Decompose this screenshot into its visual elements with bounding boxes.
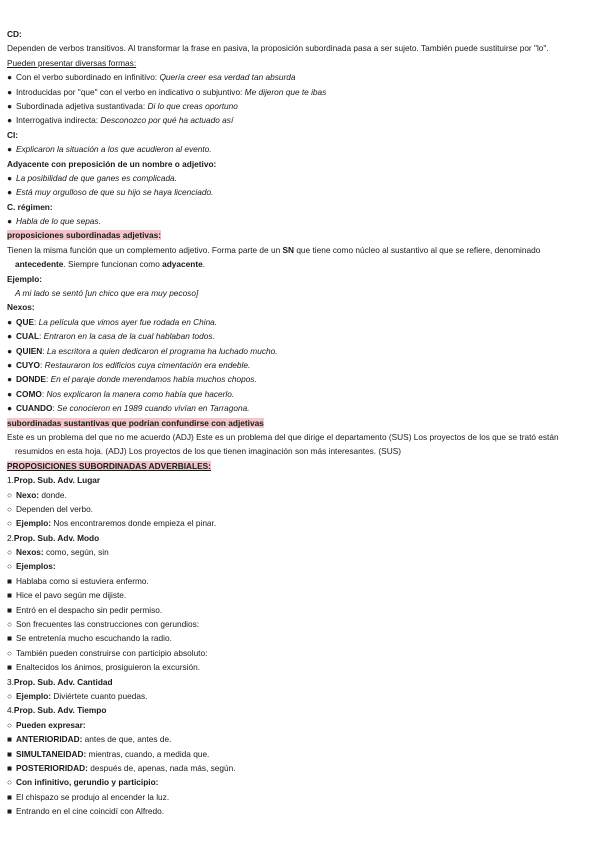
cantidad-ejemplo: ○ Ejemplo: Diviértete cuanto puedas. — [7, 689, 593, 703]
cd-heading: CD: — [7, 29, 22, 39]
bullet-dot-icon: ● — [7, 187, 13, 198]
cd-form-1: ● Con el verbo subordinado en infinitivo: Quería creer esa verdad tan absurda — [7, 70, 593, 84]
cd-form-2: ● Introducidas por "que" con el verbo en indicativo o subjuntivo: Me dijeron que te ibas — [7, 85, 593, 99]
nexo-donde: ● DONDE: En el paraje donde merendamos había muchos chopos. — [7, 372, 593, 386]
bullet-square-icon: ■ — [7, 590, 13, 601]
bullet-square-icon: ■ — [7, 791, 13, 802]
tiempo-anterioridad: ■ ANTERIORIDAD: antes de que, antes de. — [7, 732, 593, 746]
c-regimen-heading: C. régimen: — [7, 201, 53, 212]
lugar-ejemplo: ○ Ejemplo: Nos encontraremos donde empieza el pinar. — [7, 516, 593, 530]
adjetivas-heading: proposiciones subordinadas adjetivas: — [7, 230, 161, 241]
bullet-circle-icon: ○ — [7, 619, 13, 630]
modo-ejemplo-1: ■ Hablaba como si estuviera enfermo. — [7, 574, 593, 588]
ejemplo-text: A mi lado se sentó [un chico que era muy pecoso] — [15, 288, 199, 299]
bullet-circle-icon: ○ — [7, 489, 13, 500]
cd-form-3: ● Subordinada adjetiva sustantivada: Di lo que creas oportuno — [7, 99, 593, 113]
modo-ejemplo-4: ■ Se entretenía mucho escuchando la radio. — [7, 631, 593, 645]
cantidad-title: 3.Prop. Sub. Adv. Cantidad — [7, 676, 113, 687]
bullet-dot-icon: ● — [7, 100, 13, 111]
bullet-dot-icon: ● — [7, 86, 13, 97]
bullet-square-icon: ■ — [7, 633, 13, 644]
adjetivas-heading-line — [7, 228, 593, 242]
bullet-dot-icon: ● — [7, 331, 13, 342]
ci-example: ● Explicaron la situación a los que acudieron al evento. — [7, 142, 593, 156]
bullet-square-icon: ■ — [7, 748, 13, 759]
modo-title: 2.Prop. Sub. Adv. Modo — [7, 532, 100, 543]
bullet-circle-icon: ○ — [7, 690, 13, 701]
bullet-dot-icon: ● — [7, 172, 13, 183]
adjetivas-description-2: antecedente. Siempre funcionan como adyacente. — [15, 259, 206, 270]
sustantivas-text-2: resumidos en esta hoja. (ADJ) Los proyectos de los que tienen imaginación son más interesantes. (SUS) — [15, 446, 401, 457]
cd-forms-heading: Pueden presentar diversas formas: — [7, 57, 137, 68]
sustantivas-heading-line — [7, 416, 593, 430]
sustantivas-heading: subordinadas sustantivas que podrían confundirse con adjetivas — [7, 417, 264, 428]
nexo-como: ● COMO: Nos explicaron la manera como había que hacerlo. — [7, 387, 593, 401]
nexo-cuyo: ● CUYO: Restauraron los edificios cuya cimentación era endeble. — [7, 358, 593, 372]
bullet-dot-icon: ● — [7, 359, 13, 370]
bullet-circle-icon: ○ — [7, 503, 13, 514]
bullet-dot-icon: ● — [7, 115, 13, 126]
adyacente-example-2: ● Está muy orgulloso de que su hijo se haya licenciado. — [7, 185, 593, 199]
bullet-dot-icon: ● — [7, 72, 13, 83]
adverbiales-heading: PROPOSICIONES SUBORDINADAS ADVERBIALES: — [7, 460, 211, 471]
modo-participio: ○ También pueden construirse con participio absoluto: — [7, 646, 593, 660]
adjetivas-description-1: Tienen la misma función que un complemento adjetivo. Forma parte de un SN que tiene como núcleo al sustantivo al que se refiere, denominado — [7, 244, 541, 255]
bullet-square-icon: ■ — [7, 575, 13, 586]
bullet-dot-icon: ● — [7, 388, 13, 399]
modo-ejemplo-2: ■ Hice el pavo según me dijiste. — [7, 588, 593, 602]
tiempo-pueden-expresar: ○ Pueden expresar: — [7, 718, 593, 732]
modo-ejemplos: ○ Ejemplos: — [7, 559, 593, 573]
bullet-square-icon: ■ — [7, 762, 13, 773]
tiempo-ejemplo-2: ■ Entrando en el cine coincidí con Alfredo. — [7, 804, 593, 818]
nexo-cual: ● CUAL: Entraron en la casa de la cual hablaban todos. — [7, 329, 593, 343]
sustantivas-text-1: Este es un problema del que no me acuerdo (ADJ) Este es un problema del que dirige el departamento (SUS) Los proyectos de los que se trató están — [7, 431, 559, 442]
bullet-circle-icon: ○ — [7, 561, 13, 572]
bullet-dot-icon: ● — [7, 345, 13, 356]
bullet-dot-icon: ● — [7, 316, 13, 327]
tiempo-posterioridad: ■ POSTERIORIDAD: después de, apenas, nada más, según. — [7, 761, 593, 775]
bullet-circle-icon: ○ — [7, 547, 13, 558]
nexos-heading: Nexos: — [7, 302, 35, 313]
bullet-circle-icon: ○ — [7, 719, 13, 730]
lugar-title: 1.Prop. Sub. Adv. Lugar — [7, 475, 101, 486]
tiempo-ejemplo-1: ■ El chispazo se produjo al encender la luz. — [7, 790, 593, 804]
tiempo-simultaneidad: ■ SIMULTANEIDAD: mientras, cuando, a medida que. — [7, 747, 593, 761]
bullet-circle-icon: ○ — [7, 647, 13, 658]
bullet-circle-icon: ○ — [7, 518, 13, 529]
c-regimen-example: ● Habla de lo que sepas. — [7, 214, 593, 228]
bullet-dot-icon: ● — [7, 403, 13, 414]
ejemplo-heading: Ejemplo: — [7, 273, 43, 284]
bullet-circle-icon: ○ — [7, 777, 13, 788]
modo-ejemplo-3: ■ Entró en el despacho sin pedir permiso. — [7, 603, 593, 617]
nexo-quien: ● QUIEN: La escritora a quien dedicaron el programa ha luchado mucho. — [7, 344, 593, 358]
lugar-nexo: ○ Nexo: donde. — [7, 488, 593, 502]
adyacente-example-1: ● La posibilidad de que ganes es complicada. — [7, 171, 593, 185]
ci-heading: CI: — [7, 129, 19, 140]
bullet-square-icon: ■ — [7, 604, 13, 615]
cd-description: Dependen de verbos transitivos. Al transformar la frase en pasiva, la proposición subordinada pasa a ser sujeto. También puede sustituirse por "lo". — [7, 43, 549, 54]
bullet-square-icon: ■ — [7, 806, 13, 817]
modo-ejemplo-5: ■ Enaltecidos los ánimos, prosiguieron la excursión. — [7, 660, 593, 674]
adyacente-heading: Adyacente con preposición de un nombre o adjetivo: — [7, 158, 217, 169]
nexo-cuando: ● CUANDO: Se conocieron en 1989 cuando vivían en Tarragona. — [7, 401, 593, 415]
tiempo-infinitivo: ○ Con infinitivo, gerundio y participio: — [7, 775, 593, 789]
bullet-dot-icon: ● — [7, 144, 13, 155]
cd-form-4: ● Interrogativa indirecta: Desconozco por qué ha actuado así — [7, 113, 593, 127]
modo-gerundios: ○ Son frecuentes las construcciones con gerundios: — [7, 617, 593, 631]
adverbiales-heading-line — [7, 459, 593, 473]
nexo-que: ● QUE: La película que vimos ayer fue rodada en China. — [7, 315, 593, 329]
bullet-square-icon: ■ — [7, 662, 13, 673]
bullet-dot-icon: ● — [7, 374, 13, 385]
tiempo-title: 4.Prop. Sub. Adv. Tiempo — [7, 705, 107, 716]
lugar-dependen: ○ Dependen del verbo. — [7, 502, 593, 516]
modo-nexos: ○ Nexos: como, según, sin — [7, 545, 593, 559]
bullet-dot-icon: ● — [7, 216, 13, 227]
bullet-square-icon: ■ — [7, 734, 13, 745]
